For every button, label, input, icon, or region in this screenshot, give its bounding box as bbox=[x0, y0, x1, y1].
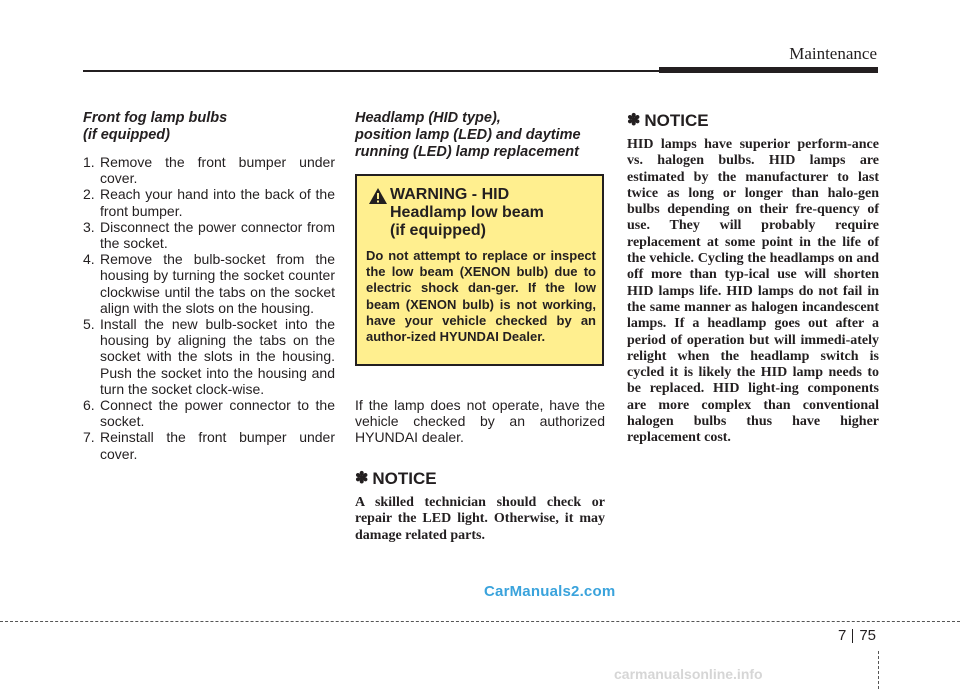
warning-body: Do not attempt to replace or inspect the low beam (XENON bulb) due to electric shock dan-ger. If the low beam (XENON bulb) is not working, have your vehicle checked by an author-ized HYUNDAI Dealer. bbox=[366, 248, 596, 345]
step-text: Install the new bulb-socket into the housing by aligning the tabs on the socket with the slots in the housing. Push the socket into the housing and turn the socket clock-wise. bbox=[100, 316, 335, 397]
warning-box bbox=[355, 174, 604, 366]
warning-triangle-icon bbox=[366, 187, 390, 205]
lamp-not-operating-paragraph: If the lamp does not operate, have the vehicle checked by an authorized HYUNDAI dealer. bbox=[355, 397, 605, 446]
page-number-value: 75 bbox=[859, 627, 876, 644]
step-number: 4. bbox=[83, 251, 95, 268]
fog-lamp-steps bbox=[83, 154, 335, 462]
headlamp-section bbox=[355, 110, 605, 161]
step-text: Remove the front bumper under cover. bbox=[100, 154, 335, 187]
footer-dashed-rule bbox=[0, 621, 960, 622]
warning-header bbox=[366, 186, 596, 240]
section-title: Maintenance bbox=[789, 44, 877, 63]
headlamp-heading-line1: Headlamp (HID type), bbox=[355, 110, 501, 126]
notice-star-icon: ✽ bbox=[627, 112, 641, 129]
fog-lamp-section bbox=[83, 110, 335, 462]
step-number: 5. bbox=[83, 316, 95, 333]
led-notice-body: A skilled technician should check or repair the LED light. Otherwise, it may damage related parts. bbox=[355, 495, 605, 543]
warning-label: WARNING - bbox=[390, 186, 478, 203]
step-text: Disconnect the power connector from the socket. bbox=[100, 218, 335, 252]
step-item bbox=[83, 397, 335, 429]
warning-title-line2: Headlamp low beam bbox=[390, 204, 544, 221]
step-number: 1. bbox=[83, 154, 95, 170]
step-item bbox=[83, 429, 335, 461]
step-item bbox=[83, 219, 335, 251]
led-notice bbox=[355, 469, 605, 544]
warning-title-rest: HID bbox=[481, 186, 510, 203]
step-number: 7. bbox=[83, 429, 95, 446]
headlamp-heading-line2: position lamp (LED) and daytime bbox=[355, 127, 581, 143]
carmanuals-watermark[interactable]: CarManuals2.com bbox=[484, 583, 616, 600]
header-rule-thin bbox=[83, 70, 665, 72]
headlamp-heading bbox=[355, 110, 605, 161]
fog-lamp-heading-line1: Front fog lamp bulbs bbox=[83, 110, 228, 126]
fog-lamp-heading bbox=[83, 110, 335, 144]
step-number: 6. bbox=[83, 397, 95, 414]
fog-lamp-heading-line2: (if equipped) bbox=[83, 127, 170, 143]
step-number: 2. bbox=[83, 186, 95, 203]
notice-star-icon: ✽ bbox=[355, 470, 369, 487]
header-rule-thick bbox=[659, 67, 878, 73]
step-item bbox=[83, 251, 335, 316]
hid-notice-heading bbox=[627, 111, 879, 131]
warning-title bbox=[390, 186, 544, 240]
step-item bbox=[83, 154, 335, 186]
hid-notice bbox=[627, 111, 879, 447]
headlamp-heading-line3: running (LED) lamp replacement bbox=[355, 144, 579, 160]
led-notice-heading bbox=[355, 469, 605, 489]
hid-notice-body: HID lamps have superior perform-ance vs. halogen bulbs. HID lamps are estimated by the manufacturer to last twice as long or longer than halo-gen bulbs depending on their fre-quency of use. They will probably require replacement at some point in the life of the vehicle. Cycling the headlamps on and off more than typ-ical use will shorten HID lamps life. HID lamps do not fail in the same manner as halogen incandescent lamps. If a headlamp goes out after a period of operation but will immedi-ately relight when the headlamp switch is cycled it is likely the HID lamp needs to be replaced. HID light-ing components are more complex than conventional halogen bulbs thus have higher replacement cost. bbox=[627, 137, 879, 446]
led-notice-title: NOTICE bbox=[372, 469, 437, 488]
hid-notice-title: NOTICE bbox=[644, 111, 709, 130]
step-text: Reinstall the front bumper under cover. bbox=[100, 429, 335, 462]
footer-vertical-dash bbox=[878, 651, 879, 689]
step-item bbox=[83, 186, 335, 218]
page-number-separator bbox=[852, 629, 853, 643]
step-number: 3. bbox=[83, 218, 95, 235]
warning-title-line3: (if equipped) bbox=[390, 222, 486, 239]
bottom-watermark: carmanualsonline.info bbox=[614, 666, 763, 682]
page-number bbox=[838, 627, 876, 644]
step-item bbox=[83, 316, 335, 397]
step-text: Connect the power connector to the socket. bbox=[100, 397, 335, 430]
step-text: Reach your hand into the back of the front bumper. bbox=[100, 186, 335, 219]
step-text: Remove the bulb-socket from the housing by turning the socket counter clockwise until the tabs on the socket align with the slots on the housing. bbox=[100, 251, 335, 316]
chapter-number: 7 bbox=[837, 627, 847, 644]
